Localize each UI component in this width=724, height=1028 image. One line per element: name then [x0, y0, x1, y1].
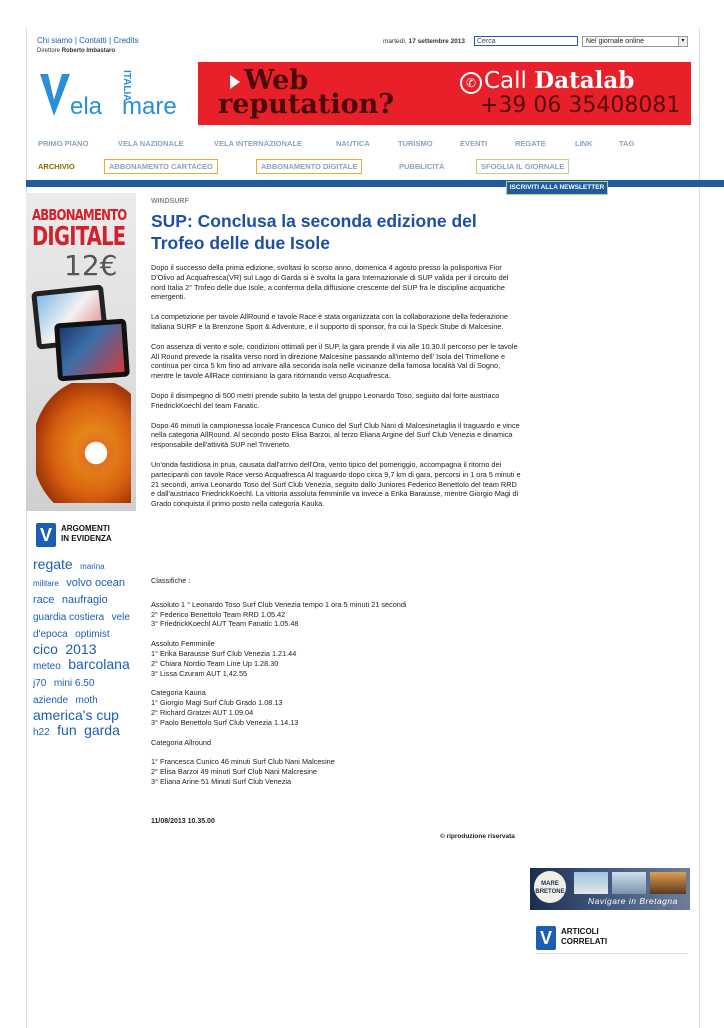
play-icon [230, 75, 240, 89]
article-paragraph: Un'onda fastidiosa in prua, causata dall'arrivo dell'Ora, vento tipico del pomeriggio, accompagna il ritorno dei partecipanti con tavole Race verso Acquafresca Al traguardo dopo circa 9,7 km di gara, percorsi in 1 ora 5 minuti e 21 secondi, arriva Leonardo Toso del Surf Club Venezia, seguito dallo Juniores Federico Benettolo del team RRD e dall'austriaco FriedrickKoechl. La vittoria assoluta femminile va invece a Erika Barausse, mentre Giorgio Magi di Grado conquista il primo posto nella categoria Kauka. [151, 459, 521, 509]
article-category[interactable]: WINDSURF [151, 198, 189, 205]
result-line: 2° Elisa Barzoi 49 minuti Surf Club Nani Malcresine [151, 767, 317, 777]
date: 17 settembre 2013 [408, 38, 466, 45]
banner-call [484, 68, 634, 94]
phone-icon: ✆ [460, 72, 482, 94]
banner-ad[interactable] [198, 62, 691, 125]
divider [536, 953, 688, 954]
tag-link[interactable]: j70 [33, 678, 47, 689]
article-body [151, 263, 521, 519]
tag-link[interactable]: fun [57, 722, 77, 738]
harbor-photo [612, 872, 646, 894]
tag-link[interactable]: aziende [33, 695, 69, 706]
tag-link[interactable]: volvo ocean [66, 577, 125, 589]
tag-link[interactable]: marina [80, 562, 105, 571]
tag-link[interactable]: regate [33, 556, 73, 572]
article-paragraph: Dopo il disimpegno di 500 metri prende subito la testa del gruppo Leonardo Toso, seguito dal forte austriaco FriedrickKoechl del team Fanatic. [151, 390, 500, 410]
results-group [151, 738, 521, 748]
result-line: 1° Giorgio Magi Surf Club Grado 1.08.13 [151, 698, 283, 708]
result-line: 1° Erika Barausse Surf Club Venezia 1.21.44 [151, 648, 297, 658]
digital-subscription-ad[interactable] [26, 193, 136, 511]
tablet-image [54, 319, 130, 382]
related-title-line1: ARTICOLI [561, 927, 599, 936]
separator: | [108, 36, 112, 45]
article-paragraph: Con assenza di vento e sole, condizioni ottimali per il SUP, la gara prende il via alle 10.30.Il percorso per le tavole All Round prevede la risalita verso nord in direzione Malcesine passando all'interno dell' Isola del Trimellone e continua per circa 5 km fino ad arrivare alla seconda isola nelle vicinanze della famosa località Val di Sogno, mentre le tavole AllRace continuano la gara ritornando verso Acquafresca. [151, 341, 518, 381]
tag-link[interactable]: militare [33, 579, 59, 588]
banner-call-text: Call [484, 68, 527, 94]
banner-brand: Datalab [534, 67, 635, 94]
banner-line2: reputation? [218, 89, 395, 120]
results-label: Classifiche : [151, 576, 191, 585]
top-links [37, 36, 139, 45]
nav-abbonamento-digitale[interactable]: ABBONAMENTO DIGITALE [256, 159, 362, 174]
result-line: Assoluto Femminile [151, 639, 215, 649]
separator: | [74, 36, 77, 45]
director-line [37, 48, 115, 54]
banner-phone: +39 06 35408081 [480, 93, 681, 118]
results-group [151, 639, 521, 678]
banner-line1: Web [244, 65, 309, 96]
result-line: 2° Federico Benettolo Team RRD 1.05.42 [151, 609, 286, 619]
v-logo-icon: V [536, 926, 556, 950]
results-section [151, 576, 521, 797]
site-logo[interactable] [36, 66, 188, 120]
logo-ela: ela [70, 93, 103, 120]
nav-sfoglia-giornale[interactable]: SFOGLIA IL GIORNALE [476, 159, 569, 174]
result-line: Categoria Kauna [151, 688, 206, 698]
badge-line2: BRETONE [535, 889, 565, 895]
ad-price: 12€ [64, 249, 118, 282]
result-line: 3° Eliana Arine 51 Minuti Surf Club Venezia [151, 776, 292, 786]
link-chi-siamo[interactable]: Chi siamo [37, 36, 73, 45]
tag-link[interactable]: guardia costiera [33, 612, 105, 623]
badge-line1: MARE [541, 881, 559, 887]
result-line: Assoluto 1 ° Leonardo Toso Surf Club Venezia tempo 1 ora 5 minuti 21 secondi [151, 599, 407, 609]
related-title-line2: CORRELATI [561, 937, 608, 946]
link-contatti[interactable]: Contatti [79, 36, 107, 45]
tags-title-line1: ARGOMENTI [61, 524, 110, 533]
nav-vela-internazionale[interactable]: VELA INTERNAZIONALE [214, 139, 303, 148]
date-prefix: martedì, [383, 38, 407, 45]
tag-link[interactable]: h22 [33, 727, 50, 738]
nav-turismo[interactable]: TURISMO [398, 139, 433, 148]
nav-link[interactable]: LINK [575, 139, 593, 148]
logo-v-icon [40, 74, 70, 116]
chevron-down-icon: ▾ [678, 37, 687, 46]
date-line [383, 38, 465, 45]
ad-line2: DIGITALE [32, 222, 126, 252]
copyright-notice: © riproduzione riservata [440, 833, 515, 840]
tag-link[interactable]: meteo [33, 661, 61, 672]
tags-section-title [61, 524, 112, 544]
results-group [151, 600, 521, 629]
result-line: 1° Francesca Cunico 46 minuti Surf Club Nani Malcesine [151, 757, 335, 767]
nav-primo-piano[interactable]: PRIMO PIANO [38, 139, 89, 148]
result-line: Categoria Allround [151, 737, 212, 747]
tag-link[interactable]: garda [84, 722, 120, 738]
sailboat-photo [574, 872, 608, 894]
mare-bretone-badge [534, 871, 566, 903]
logo-italia: ITALIA [121, 70, 132, 102]
search-input[interactable]: Cerca [474, 36, 578, 46]
tag-link[interactable]: race [33, 594, 55, 606]
article-paragraph: La competizione per tavole AllRound e tavole Race è stata organizzata con la collaborazione della federazione Italiana SURF e la Brenzone Sport & Adventure, e il supporto di sponsor, fra cui la Speck Stube di Malcesine. [151, 312, 508, 331]
nav-regate[interactable]: REGATE [515, 139, 546, 148]
newsletter-button[interactable]: ISCRIVITI ALLA NEWSLETTER [506, 181, 608, 195]
mare-bretone-ad[interactable] [530, 868, 690, 910]
article-title: SUP: Conclusa la seconda edizione del Trofeo delle due Isole [151, 211, 477, 253]
result-line: 3° Lissa Czuram AUT 1,42.55 [151, 668, 248, 678]
director-label: Direttore [37, 48, 61, 54]
nav-pubblicita[interactable]: PUBBLICITÀ [399, 162, 445, 171]
nav-tag[interactable]: TAG [619, 139, 635, 148]
nav-vela-nazionale[interactable]: VELA NAZIONALE [118, 139, 184, 148]
link-credits[interactable]: Credits [113, 36, 139, 45]
tag-link[interactable]: moth [75, 695, 98, 706]
coast-photo [650, 872, 686, 894]
nav-archivio[interactable]: ARCHIVIO [38, 162, 75, 171]
tags-title-line2: IN EVIDENZA [61, 534, 112, 543]
related-title [561, 927, 607, 947]
v-logo-icon: V [36, 523, 56, 547]
tag-link[interactable]: optimist [75, 629, 110, 640]
tag-link[interactable]: 2013 [65, 641, 97, 657]
tag-link[interactable]: barcolana [68, 656, 130, 672]
result-line: 3° FriedrickKoechl AUT Team Fanatic 1.05.48 [151, 619, 299, 629]
search-scope-select[interactable] [582, 36, 688, 47]
director-name: Roberto Imbastaro [61, 48, 116, 54]
article-timestamp: 11/08/2013 10.35.00 [151, 818, 215, 825]
nav-divider-bar [26, 180, 724, 187]
logo-mare: mare [122, 93, 177, 120]
nav-nautica[interactable]: NAUTICA [336, 139, 370, 148]
search-scope-value: Nel giornale online [586, 38, 644, 45]
ad-slogan: Navigare in Bretagna [588, 896, 678, 906]
result-line: 2° Chiara Nordio Team Line Up 1.28.30 [151, 658, 279, 668]
nav-eventi[interactable]: EVENTI [460, 139, 488, 148]
tag-link[interactable]: america's cup [33, 707, 119, 723]
tag-cloud [33, 557, 133, 740]
tag-link[interactable]: cico [33, 641, 58, 657]
result-line: 3° Paolo Benettolo Surf Club Venezia 1.14.13 [151, 717, 299, 727]
nav-abbonamento-cartaceo[interactable]: ABBONAMENTO CARTACEO [104, 159, 218, 174]
tag-link[interactable]: naufragio [61, 594, 108, 606]
results-group [151, 757, 521, 786]
result-line: 2° Richard Gratzei AUT 1.09.04 [151, 707, 254, 717]
article-paragraph: Dopo 46 minuti la campionessa locale Francesca Cunico del Surf Club Nani di Malcesinetaglia il traguardo e vince nella categoria AllRound. Al secondo posto Elisa Barzoi, al terzo Eliana Argine del Surf Club Venezia e dinamica responsabile dell'attività SUP nel Triveneto. [151, 420, 520, 450]
results-group [151, 688, 521, 727]
tag-link[interactable]: mini 6.50 [53, 678, 95, 689]
violin-scroll-image [76, 423, 116, 483]
tags-section-header [36, 523, 132, 549]
ad-line1: ABBONAMENTO [32, 206, 127, 224]
article-paragraph: Dopo il successo della prima edizione, svoltasi lo scorso anno, domenica 4 agosto presso la polisportiva Fior D'Olivo ad Acquafresca(VR) sul Lago di Garda si è svolta la gara Internazionale di SUP valida per il circuito del nord Italia 2° Trofeo delle due Isole, a conferma della diffusione crescente del SUP fra le discipline acquatiche emergenti. [151, 263, 509, 302]
related-articles-header [536, 926, 656, 952]
tag-link[interactable]: vele d'epoca [33, 612, 130, 640]
